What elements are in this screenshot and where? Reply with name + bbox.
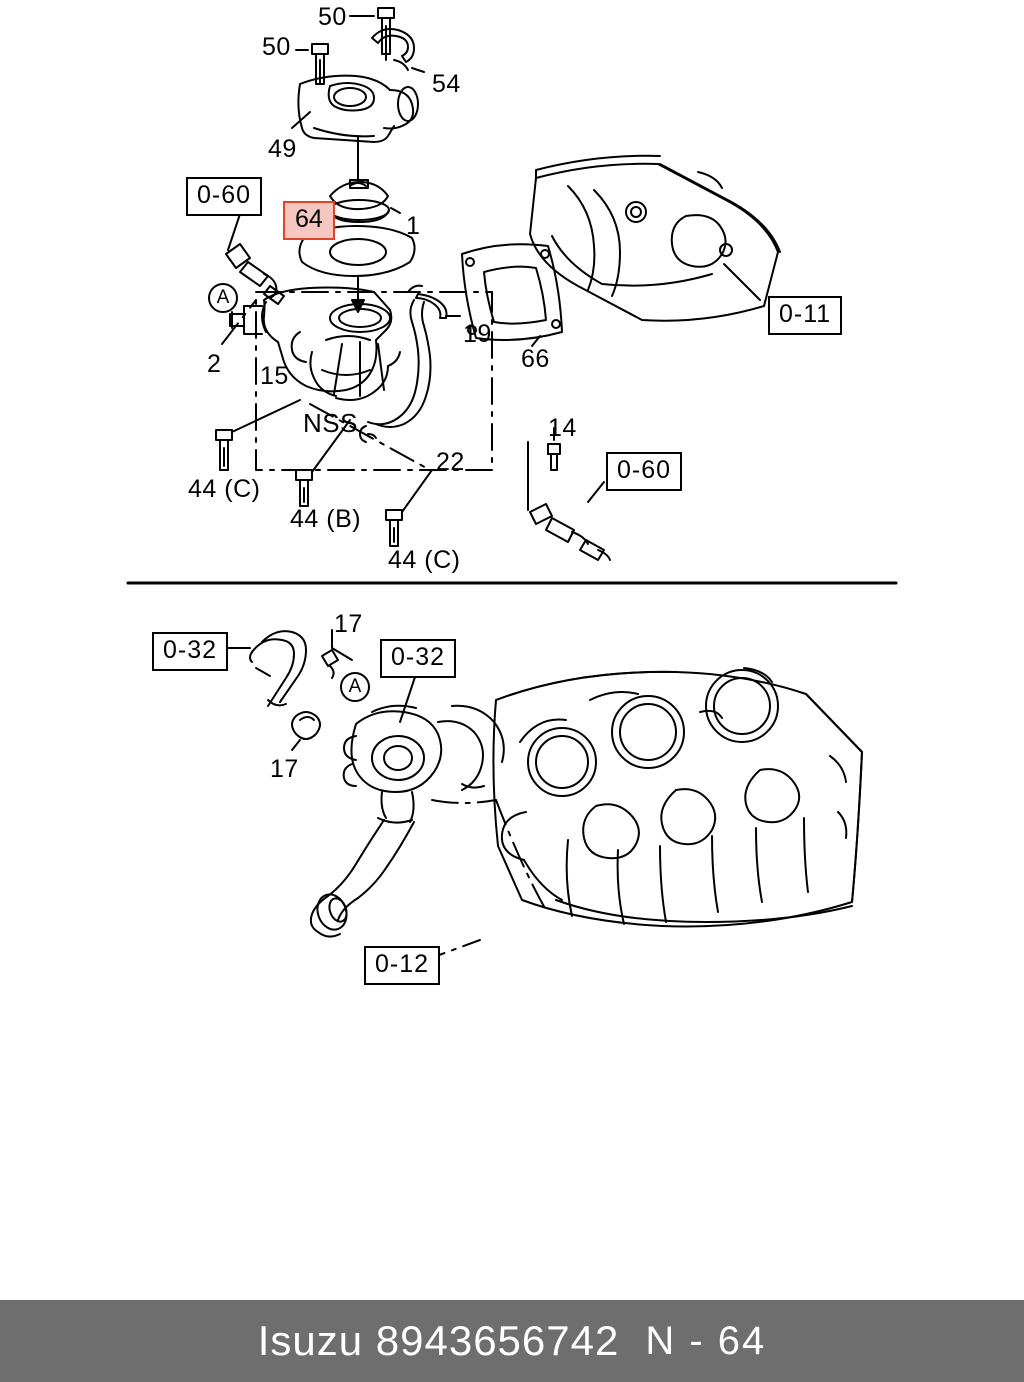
- callout-66: 66: [521, 345, 550, 373]
- callout-44-c-1: 44 (C): [188, 475, 261, 503]
- ref-box-0-32-right[interactable]: 0-32: [380, 639, 456, 678]
- callout-2: 2: [207, 350, 222, 378]
- ref-box-0-60-upper[interactable]: 0-60: [186, 177, 262, 216]
- highlighted-part-number-64[interactable]: 64: [283, 201, 335, 240]
- callout-17-upper: 17: [334, 610, 363, 638]
- callout-54: 54: [432, 70, 461, 98]
- callout-22: 22: [436, 448, 465, 476]
- callout-17-lower: 17: [270, 755, 299, 783]
- callout-14: 14: [548, 414, 577, 442]
- callout-50-left: 50: [262, 33, 291, 61]
- ref-box-0-60-lower[interactable]: 0-60: [606, 452, 682, 491]
- footer-bar: [0, 1300, 1024, 1382]
- ref-box-0-12[interactable]: 0-12: [364, 946, 440, 985]
- callout-50-top: 50: [318, 3, 347, 31]
- ref-box-0-11[interactable]: 0-11: [768, 296, 842, 335]
- ref-box-0-32-left[interactable]: 0-32: [152, 632, 228, 671]
- footer-part-number: Isuzu 8943656742: [257, 1317, 620, 1364]
- detail-marker-a-lower: A: [340, 672, 370, 702]
- detail-marker-a-upper: A: [208, 283, 238, 313]
- callout-44-b: 44 (B): [290, 505, 362, 533]
- callout-15: 15: [260, 362, 289, 390]
- callout-19: 19: [463, 320, 492, 348]
- callout-nss: NSS: [303, 408, 358, 438]
- callout-44-c-2: 44 (C): [388, 546, 461, 574]
- footer-page-label: N - 64: [645, 1318, 767, 1363]
- callout-1: 1: [406, 212, 421, 240]
- callout-49: 49: [268, 135, 297, 163]
